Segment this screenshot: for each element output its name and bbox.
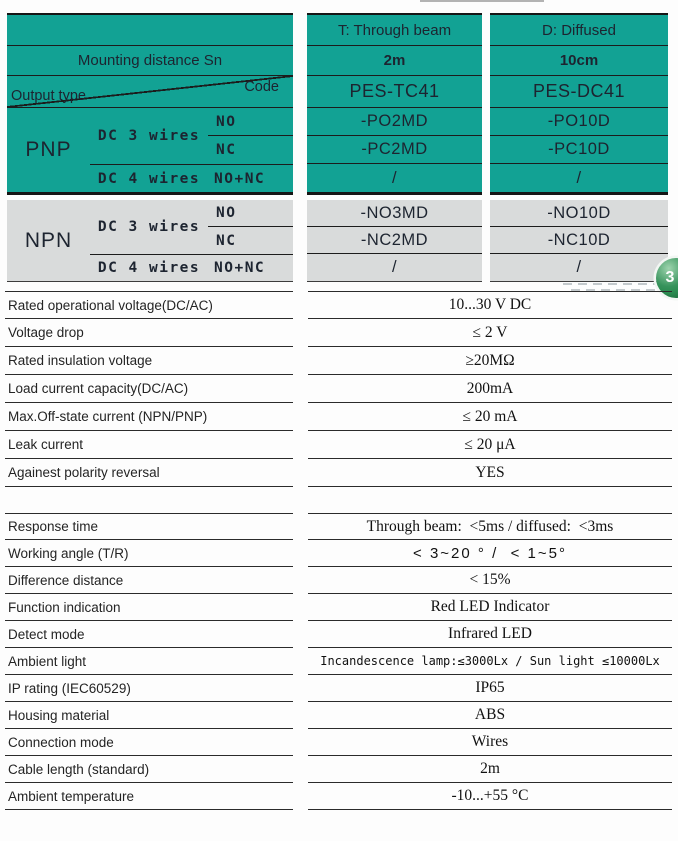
diffused-model: PES-DC41 <box>490 76 668 108</box>
spec-label: IP rating (IEC60529) <box>5 675 293 702</box>
output-type-code-header <box>7 76 293 108</box>
pnp-no-nc: NO+NC <box>208 164 293 192</box>
spec-value: Through beam: <5ms / diffused: <3ms <box>308 513 672 540</box>
spec-value: ≤ 20 mA <box>308 403 672 431</box>
npn-label: NPN <box>24 228 73 252</box>
spec-value: Incandescence lamp:≤3000Lx / Sun light ≤10000Lx <box>308 648 672 675</box>
through-beam-model: PES-TC41 <box>307 76 482 108</box>
output-type-table <box>7 13 293 195</box>
spec-value: Red LED Indicator <box>308 594 672 621</box>
spec-row <box>5 756 672 783</box>
diffused-code-pnonc: / <box>576 168 582 187</box>
spec-label: Voltage drop <box>5 319 293 347</box>
spec-label: Function indication <box>5 594 293 621</box>
spec-label: Rated insulation voltage <box>5 347 293 375</box>
spec-label: Ambient light <box>5 648 293 675</box>
diffused-header: D: Diffused <box>490 15 668 46</box>
spec-label: Againest polarity reversal <box>5 459 293 487</box>
spec-row <box>5 594 672 621</box>
spec-label: Working angle (T/R) <box>5 540 293 567</box>
npn-dc4-wires: DC 4 wires <box>90 254 208 281</box>
through-beam-code-po: -PO2MD <box>307 108 482 136</box>
electrical-specs-table <box>5 291 672 487</box>
spec-row <box>5 621 672 648</box>
spec-row <box>5 403 672 431</box>
diffused-code-pc: -PC10D <box>490 136 668 164</box>
page-number-badge: 3 <box>656 258 678 298</box>
spec-label: Rated operational voltage(DC/AC) <box>5 291 293 319</box>
spec-value: 2m <box>308 756 672 783</box>
diffused-range: 10cm <box>490 46 668 76</box>
spec-row <box>5 347 672 375</box>
general-specs-table <box>5 513 672 810</box>
spec-label: Housing material <box>5 702 293 729</box>
npn-no: NO <box>208 200 293 227</box>
spec-row <box>5 375 672 403</box>
spec-value: ABS <box>308 702 672 729</box>
spec-value: -10...+55 °C <box>308 783 672 810</box>
spec-value: Wires <box>308 729 672 756</box>
through-beam-code-pnonc: / <box>391 168 398 187</box>
diffused-column <box>490 13 668 195</box>
empty-header-cell <box>7 15 293 46</box>
diffused-npn-column <box>490 200 668 282</box>
spec-value: IP65 <box>308 675 672 702</box>
diffused-code-po: -PO10D <box>490 108 668 136</box>
spec-row <box>5 729 672 756</box>
spec-label: Difference distance <box>5 567 293 594</box>
npn-section <box>7 200 293 281</box>
spec-label: Leak current <box>5 431 293 459</box>
spec-row <box>5 291 672 319</box>
spec-value: YES <box>308 459 672 487</box>
spec-row <box>5 319 672 347</box>
spec-label: Max.Off-state current (NPN/PNP) <box>5 403 293 431</box>
output-type-label: Output type <box>11 88 86 104</box>
spec-row <box>5 648 672 675</box>
through-beam-code-pc: -PC2MD <box>307 136 482 164</box>
spec-value: Infrared LED <box>308 621 672 648</box>
pnp-dc3-wires: DC 3 wires <box>97 128 201 144</box>
through-beam-code-no: -NO3MD <box>307 200 482 227</box>
pnp-section <box>7 108 293 192</box>
spec-row <box>5 702 672 729</box>
spec-value: ≤ 2 V <box>308 319 672 347</box>
npn-dc3-wires: DC 3 wires <box>97 219 201 235</box>
spec-label: Connection mode <box>5 729 293 756</box>
diffused-code-nnonc: / <box>576 258 582 276</box>
npn-table <box>7 200 293 282</box>
spec-row <box>5 431 672 459</box>
diffused-code-no: -NO10D <box>490 200 668 227</box>
pnp-label: PNP <box>25 138 72 161</box>
code-label: Code <box>244 79 279 95</box>
through-beam-header: T: Through beam <box>307 15 482 46</box>
spec-row <box>5 567 672 594</box>
spec-row <box>5 459 672 487</box>
pnp-no: NO <box>208 108 293 136</box>
diffused-code-nc: -NC10D <box>490 227 668 254</box>
through-beam-code-nc: -NC2MD <box>307 227 482 254</box>
spec-row <box>5 540 672 567</box>
spec-value: 10...30 V DC <box>308 291 672 319</box>
spec-row <box>5 675 672 702</box>
spec-label: Response time <box>5 513 293 540</box>
spec-value: < 3~20 ° / < 1~5° <box>308 540 672 567</box>
through-beam-code-nnonc: / <box>391 258 398 276</box>
spec-row <box>5 513 672 540</box>
spec-label: Cable length (standard) <box>5 756 293 783</box>
through-beam-npn-column <box>307 200 482 282</box>
spec-row <box>5 783 672 810</box>
pnp-dc4-wires: DC 4 wires <box>90 164 208 192</box>
npn-no-nc: NO+NC <box>208 254 293 281</box>
mounting-distance-header: Mounting distance Sn <box>7 46 293 76</box>
spec-value: < 15% <box>308 567 672 594</box>
spec-label: Load current capacity(DC/AC) <box>5 375 293 403</box>
scan-artifact-line <box>420 0 544 2</box>
through-beam-range: 2m <box>307 46 482 76</box>
spec-value: 200mA <box>308 375 672 403</box>
spec-value: ≤ 20 μA <box>308 431 672 459</box>
pnp-nc: NC <box>216 142 237 158</box>
through-beam-column <box>307 13 482 195</box>
spec-label: Ambient temperature <box>5 783 293 810</box>
watermark <box>563 283 663 285</box>
npn-nc: NC <box>216 232 237 249</box>
spec-label: Detect mode <box>5 621 293 648</box>
spec-value: ≥20MΩ <box>308 347 672 375</box>
